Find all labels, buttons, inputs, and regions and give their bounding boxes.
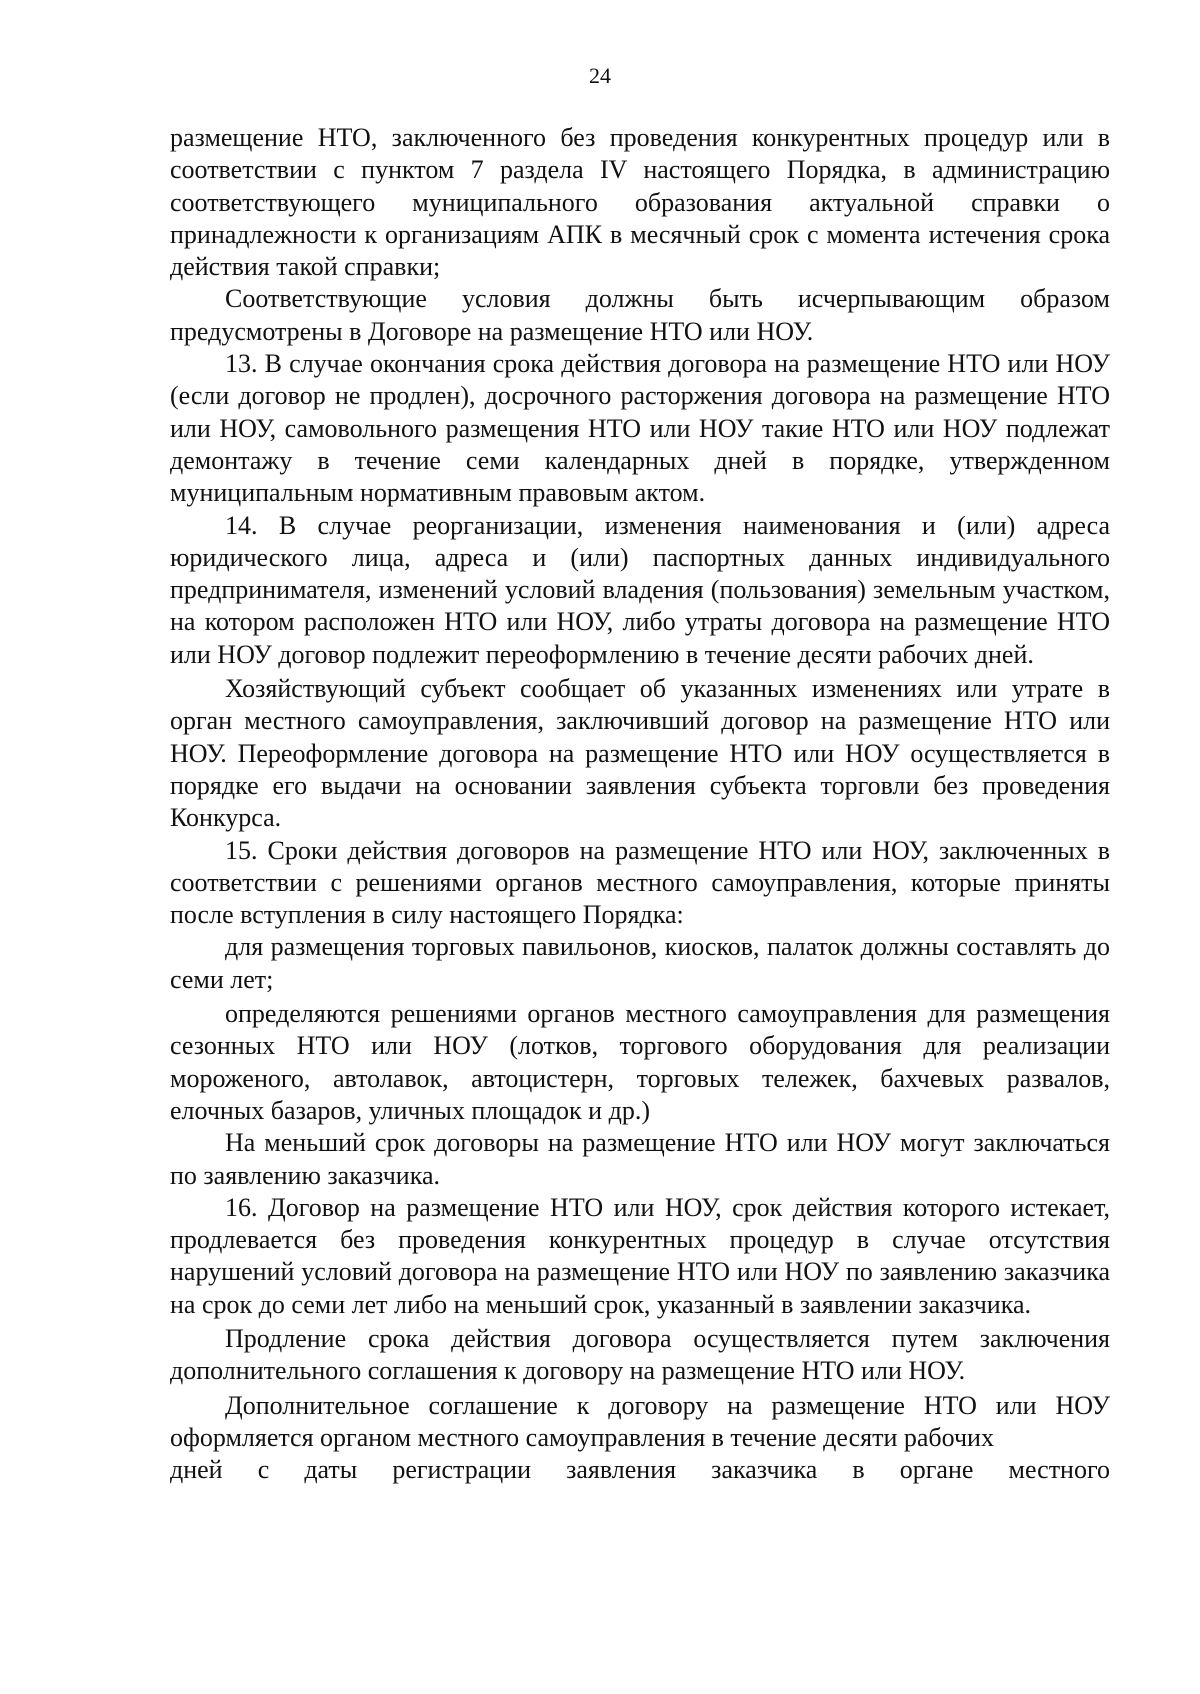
paragraph-extension: Продление срока действия договора осуществляется путем заключения дополнительного соглашения к договору на размещение НТО или НОУ. <box>170 1323 1110 1386</box>
paragraph-conditions: Соответствующие условия должны быть исчерпывающим образом предусмотрены в Договоре на размещение НТО или НОУ. <box>170 284 1110 346</box>
paragraph-seasonal: определяются решениями органов местного самоуправления для размещения сезонных НТО или НОУ (лотков, торгового оборудования для реализации мороженого, автолавок, автоцистерн, торговых тележек, бахчевых развалов, елочных базаров, уличных площадок и др.) <box>170 999 1110 1125</box>
paragraph-item-15: 15. Сроки действия договоров на размещение НТО или НОУ, заключенных в соответствии с решениями органов местного самоуправления, которые приняты после вступления в силу настоящего Порядка: <box>170 835 1110 930</box>
paragraph-item-16: 16. Договор на размещение НТО или НОУ, срок действия которого истекает, продлевается без проведения конкурентных процедур в случае отсутствия нарушений условий договора на размещение НТО или НОУ по заявлению заказчика на срок до семи лет либо на меньший срок, указанный в заявлении заказчика. <box>170 1192 1110 1319</box>
paragraph-item-14: 14. В случае реорганизации, изменения наименования и (или) адреса юридического лица, адреса и (или) паспортных данных индивидуального предпринимателя, изменений условий владения (пользования) земельным участком, на котором расположен НТО или НОУ, либо утраты договора на размещение НТО или НОУ договор подлежит переоформлению в течение десяти рабочих дней. <box>170 510 1110 669</box>
paragraph-shorter-term: На меньший срок договоры на размещение НТО или НОУ могут заключаться по заявлению заказчика. <box>170 1128 1110 1190</box>
paragraph-continuation: размещение НТО, заключенного без проведения конкурентных процедур или в соответствии с пунктом 7 раздела IV настоящего Порядка, в администрацию соответствующего муниципального образования актуальной справки о принадлежности к организациям АПК в месячный срок с момента истечения срока действия такой справки; <box>170 123 1110 282</box>
paragraph-additional-agreement: Дополнительное соглашение к договору на размещение НТО или НОУ оформляется органом местного самоуправления в течение десяти рабочих <box>170 1390 1110 1452</box>
paragraph-pavilions: для размещения торговых павильонов, киосков, палаток должны составлять до семи лет; <box>170 932 1110 994</box>
paragraph-notification: Хозяйствующий субъект сообщает об указанных изменениях или утрате в орган местного самоуправления, заключивший договор на размещение НТО или НОУ. Переоформление договора на размещение НТО или НОУ осуществляется в порядке его выдачи на основании заявления субъекта торговли без проведения Конкурса. <box>170 674 1110 833</box>
page-number: 24 <box>589 63 611 88</box>
paragraph-last-line: дней с даты регистрации заявления заказчика в органе местного <box>170 1455 1110 1485</box>
paragraph-item-13: 13. В случае окончания срока действия договора на размещение НТО или НОУ (если договор не продлен), досрочного расторжения договора на размещение НТО или НОУ, самовольного размещения НТО или НОУ такие НТО или НОУ подлежат демонтажу в течение семи календарных дней в порядке, утвержденном муниципальным нормативным правовым актом. <box>170 349 1110 508</box>
document-body <box>170 122 1110 1486</box>
